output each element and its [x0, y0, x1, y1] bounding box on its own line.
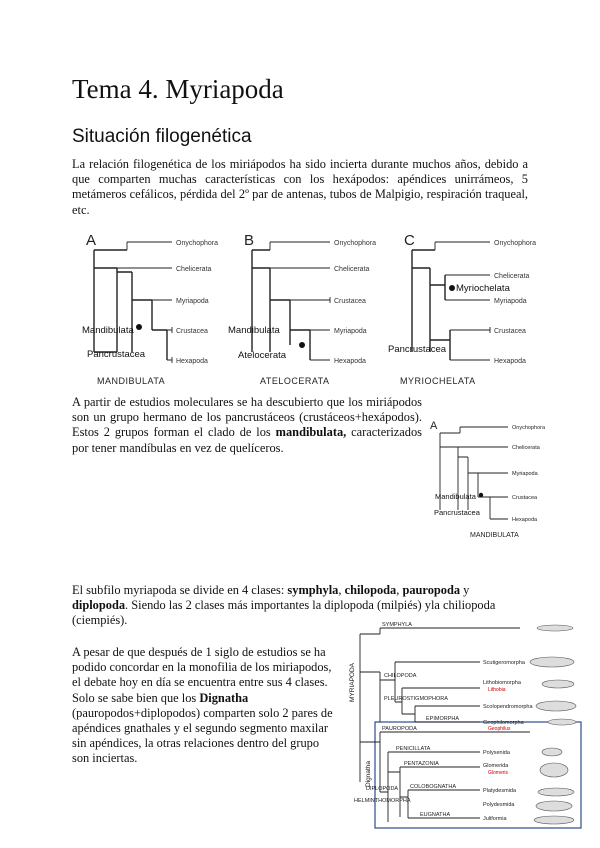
- panel-caption: MANDIBULATA: [470, 532, 519, 539]
- taxon-label: Crustacea: [512, 495, 538, 501]
- cladogram-b: [228, 232, 376, 386]
- taxon-label: Onychophora: [494, 240, 537, 247]
- node-label: Atelocerata: [238, 350, 287, 361]
- taxon-label: Myriapoda: [176, 298, 209, 305]
- taxon-label: Chelicerata: [334, 266, 370, 273]
- taxon-label: Hexapoda: [512, 517, 538, 523]
- node-label: Pancrustacea: [434, 508, 480, 517]
- taxon-label: Chelicerata: [176, 266, 212, 273]
- panel-letter-a: A: [86, 232, 97, 249]
- paragraph-classes: El subfilo myriapoda se divide en 4 clases: symphyla, chilopoda, pauropoda y diplopoda. Siendo las 2 clases más importantes la diplopoda (milpiés) yla chiliopoda (ciempiés).: [72, 583, 496, 628]
- root-label: MYRIAPODA: [349, 662, 356, 702]
- myriapoda-tree-figure: [340, 622, 590, 830]
- taxon-label: Crustacea: [334, 298, 366, 305]
- panel-letter-b: B: [244, 232, 255, 249]
- epimorpha-label: EPIMORPHA: [426, 716, 460, 722]
- leaf-label: Scolopendromorpha: [483, 704, 533, 710]
- cladogram-c: [388, 232, 536, 386]
- leaf-label: Polydesmida: [483, 802, 515, 808]
- taxon-label: Chelicerata: [512, 445, 540, 451]
- leaf-label-red: Geophilus: [488, 726, 511, 732]
- taxon-label: Crustacea: [176, 328, 208, 335]
- symphyla-label: SYMPHYLA: [382, 622, 412, 628]
- term-mandibulata: mandibulata,: [275, 425, 347, 440]
- leaf-label: Juliformia: [483, 816, 507, 822]
- penicillata-label: PENICILLATA: [396, 746, 431, 752]
- paragraph-molecular: A partir de estudios moleculares se ha descubierto que los miriápodos son un grupo hermano de los pancrustáceos (crustáceos+hexápodos). Estos 2 grupos forman el clado de los mandibulata, caracterizados por tener mandíbulas en vez de quelíceros.: [72, 395, 422, 455]
- leaf-label-red: Lithobia: [488, 687, 506, 693]
- chilopoda-label: CHILOPODA: [384, 673, 417, 679]
- node-label: Mandibulata: [228, 325, 280, 336]
- node-label: Mandibulata: [82, 325, 134, 336]
- leaf-label-red: Glomeris: [488, 770, 509, 776]
- taxon-label: Myriapoda: [512, 471, 538, 477]
- node-label: Myriochelata: [456, 283, 510, 294]
- cladogram-figure-top: [72, 230, 537, 390]
- pleurostigmophora-label: PLEUROSTIGMOPHORA: [384, 696, 448, 702]
- taxon-label: Onychophora: [512, 425, 546, 431]
- myriapod-illustrations: [530, 625, 576, 824]
- taxon-label: Onychophora: [176, 240, 219, 247]
- node-label: Pancrustacea: [87, 349, 146, 360]
- cladogram-a: [82, 232, 218, 386]
- panel-letter-c: C: [404, 232, 415, 249]
- paragraph-intro: La relación filogenética de los miriápodos ha sido incierta durante muchos años, debido a que comparten muchas características con los hexápodos: apéndices unirrámeos, 5 metámeros cefálicos, pérdida del 2º par de antenas, tubos de Malpigio, respiración traqueal, etc.: [72, 157, 528, 217]
- taxon-label: Hexapoda: [494, 358, 526, 365]
- node-label: Pancrustacea: [388, 344, 447, 355]
- section-title: Situación filogenética: [72, 126, 252, 147]
- leaf-label: Geophilomorpha: [483, 720, 524, 726]
- leaf-label: Scutigeromorpha: [483, 660, 525, 666]
- node-label: Mandibulata: [435, 492, 476, 501]
- taxon-label: Myriapoda: [494, 298, 527, 305]
- panel-caption: MYRIOCHELATA: [400, 376, 476, 386]
- panel-caption: MANDIBULATA: [97, 376, 166, 386]
- panel-caption: ATELOCERATA: [260, 376, 330, 386]
- leaf-label: Lithobiomorpha: [483, 680, 521, 686]
- leaf-label: Glomerida: [483, 763, 509, 769]
- term-dignatha: Dignatha: [199, 690, 249, 705]
- leaf-label: Polyxenida: [483, 750, 510, 756]
- dignatha-label: Dignatha: [365, 760, 372, 787]
- taxon-label: Hexapoda: [334, 358, 366, 365]
- colobognatha-label: COLOBOGNATHA: [410, 784, 457, 790]
- leaf-label: Platydesmida: [483, 788, 517, 794]
- taxon-label: Myriapoda: [334, 328, 367, 335]
- helminthomorpha-label: HELMINTHOMORPHA: [354, 798, 411, 804]
- taxon-label: Hexapoda: [176, 358, 208, 365]
- taxon-label: Crustacea: [494, 328, 526, 335]
- eugnatha-label: EUGNATHA: [420, 812, 451, 818]
- taxon-label: Chelicerata: [494, 273, 530, 280]
- cladogram-small: [430, 415, 546, 543]
- panel-letter: A: [430, 420, 438, 432]
- paragraph-dignatha: A pesar de que después de 1 siglo de estudios se ha podido concordar en la monofilia de los miriapodos, el debate hoy en día se encuentra entre sus 4 clases. Solo se sabe bien que los Dignatha (pauropodos+diplopodos) comparten solo 2 pares de apéndices gnathales y el segundo segmento maxilar sin apéndices, la otras relaciones dentro del grupo son inciertas.: [72, 645, 333, 766]
- page-title: Tema 4. Myriapoda: [72, 74, 284, 104]
- pentazonia-label: PENTAZONIA: [404, 761, 439, 767]
- pauropoda-label: PAUROPODA: [382, 726, 417, 732]
- diplopoda-label: DIPLOPODA: [366, 786, 399, 792]
- taxon-label: Onychophora: [334, 240, 377, 247]
